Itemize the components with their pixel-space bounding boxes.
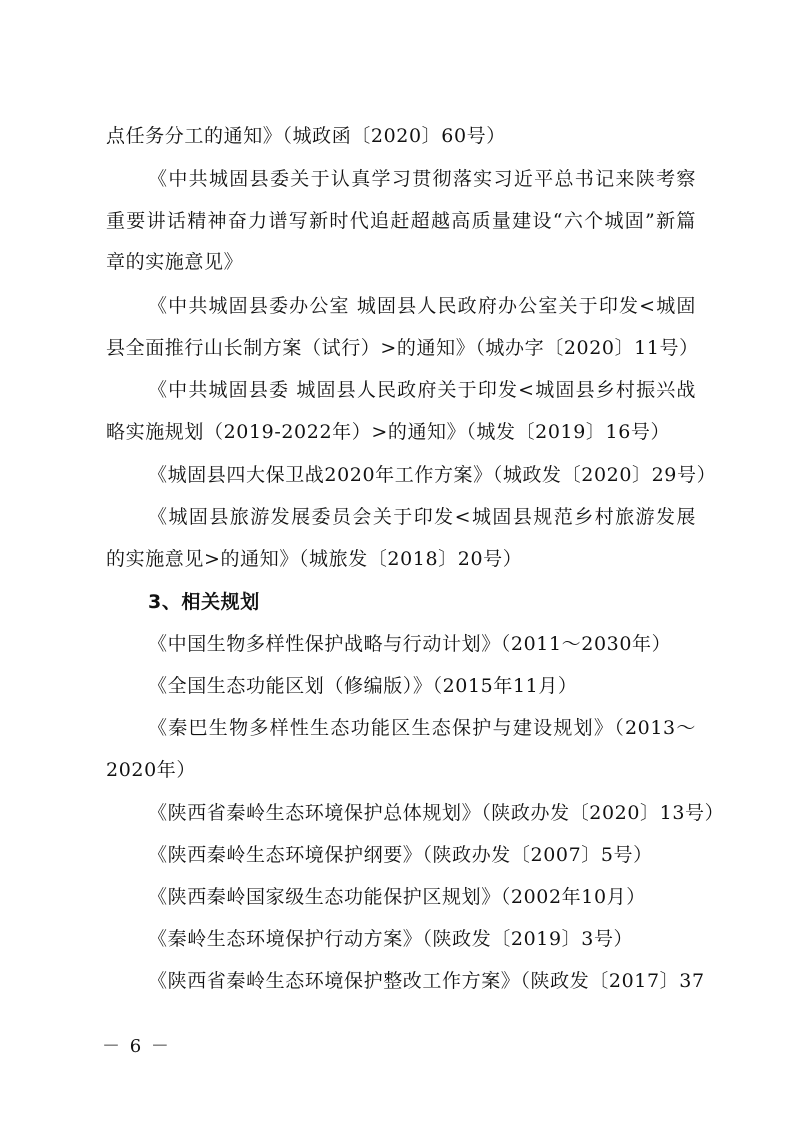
text-line: 2020年） bbox=[106, 759, 196, 781]
text-line: 《中共城固县委关于认真学习贯彻落实习近平总书记来陕考察 bbox=[148, 168, 696, 190]
text-line: 《全国生态功能区划（修编版）》（2015年11月） bbox=[148, 675, 578, 697]
text-line: 《陕西省秦岭生态环境保护总体规划》（陕政办发〔2020〕13号） bbox=[148, 802, 725, 824]
text-line: 《秦巴生物多样性生态功能区生态保护与建设规划》（2013～ bbox=[148, 717, 696, 739]
text-line: 《陕西秦岭国家级生态功能保护区规划》（2002年10月） bbox=[148, 886, 646, 908]
text-line: 的实施意见>的通知》（城旅发〔2018〕20号） bbox=[106, 548, 523, 570]
text-line: 《中共城固县委办公室 城固县人民政府办公室关于印发<城固 bbox=[148, 295, 696, 317]
text-line: 《中国生物多样性保护战略与行动计划》（2011～2030年） bbox=[148, 633, 672, 655]
text-line: 《陕西省秦岭生态环境保护整改工作方案》（陕政发〔2017〕37 bbox=[148, 970, 705, 992]
text-line: 《中共城固县委 城固县人民政府关于印发<城固县乡村振兴战 bbox=[148, 379, 696, 401]
section-heading: 3、相关规划 bbox=[148, 591, 260, 613]
text-line: 点任务分工的通知》（城政函〔2020〕60号） bbox=[106, 125, 506, 147]
text-line: 略实施规划（2019-2022年）>的通知》（城发〔2019〕16号） bbox=[106, 421, 671, 443]
text-line: 《陕西秦岭生态环境保护纲要》（陕政办发〔2007〕5号） bbox=[148, 844, 653, 866]
text-line: 《秦岭生态环境保护行动方案》（陕政发〔2019〕3号） bbox=[148, 928, 634, 950]
text-line: 《城固县旅游发展委员会关于印发<城固县规范乡村旅游发展 bbox=[148, 506, 696, 528]
page-number: － 6 － bbox=[102, 1036, 171, 1057]
text-line: 县全面推行山长制方案（试行）>的通知》（城办字〔2020〕11号） bbox=[106, 337, 699, 359]
text-line: 《城固县四大保卫战2020年工作方案》（城政发〔2020〕29号） bbox=[148, 464, 717, 486]
text-line: 章的实施意见》 bbox=[106, 251, 244, 273]
text-line: 重要讲话精神奋力谱写新时代追赶超越高质量建设“六个城固”新篇 bbox=[106, 210, 696, 232]
